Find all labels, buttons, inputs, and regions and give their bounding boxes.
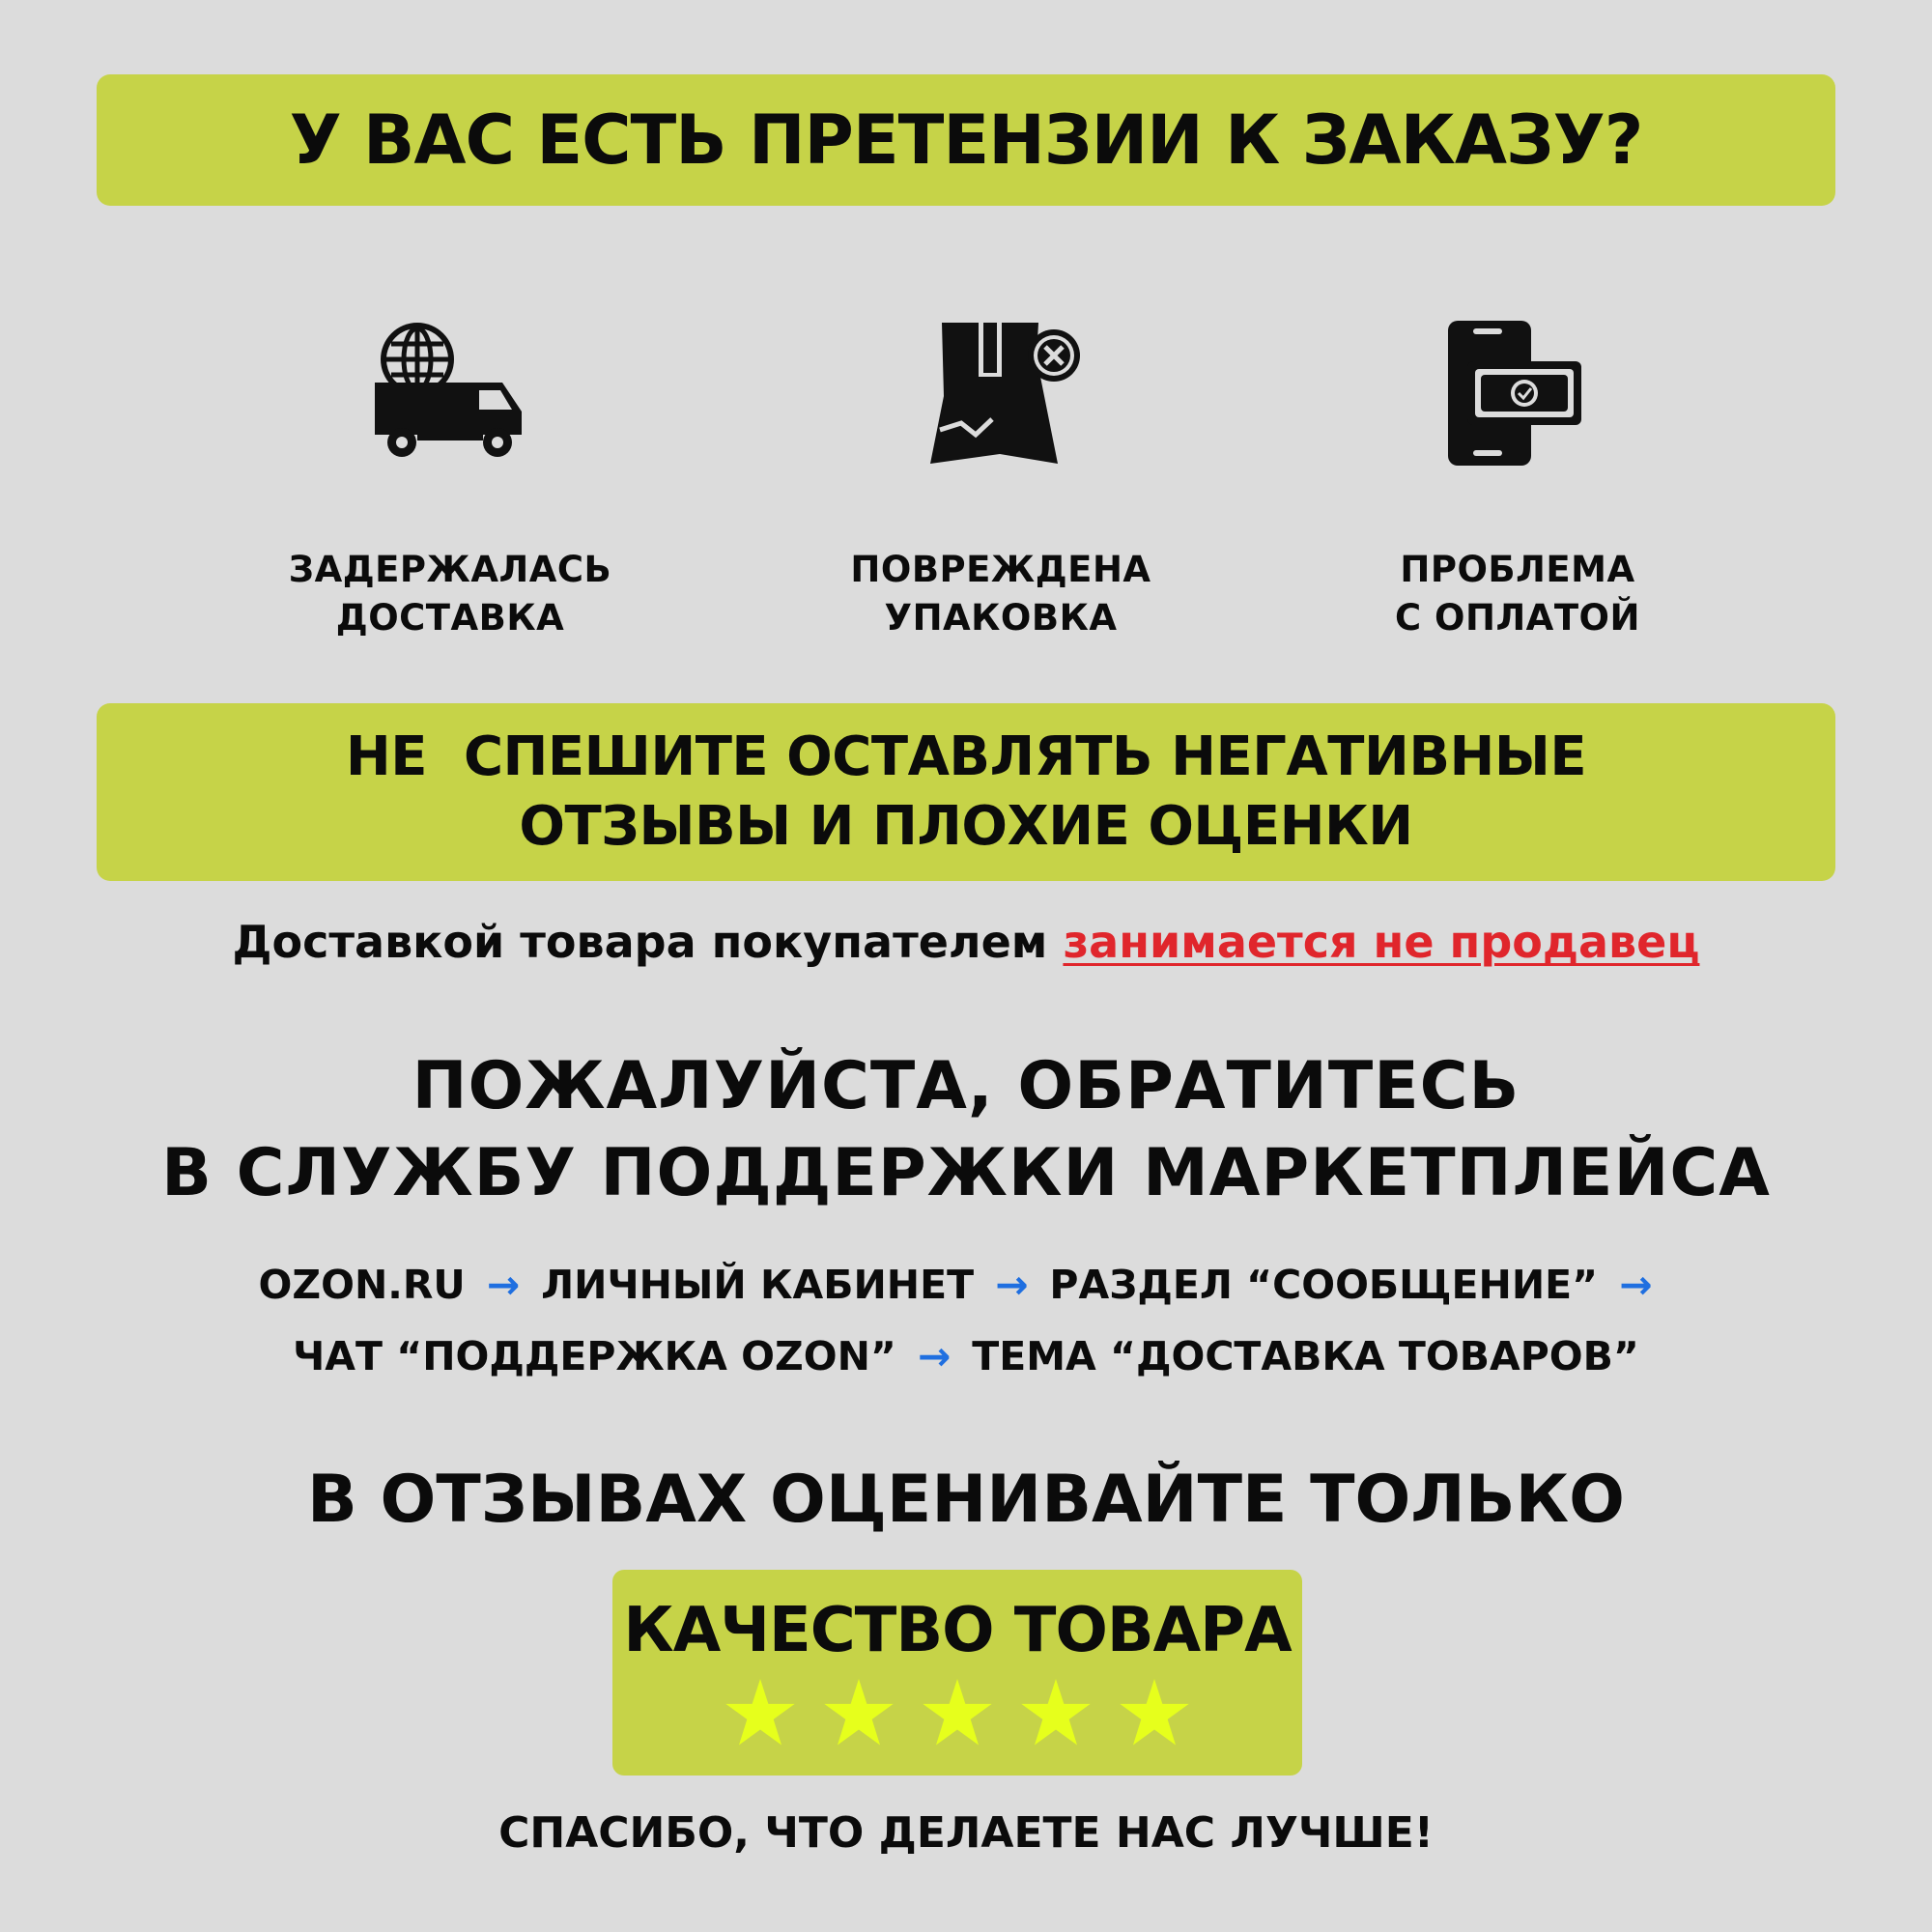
star-icon (921, 1676, 994, 1749)
issue-label-line: С ОПЛАТОЙ (1395, 597, 1640, 639)
star-rating (612, 1676, 1302, 1749)
thanks-message: СПАСИБО, ЧТО ДЕЛАЕТЕ НАС ЛУЧШЕ! (498, 1808, 1434, 1858)
path-step: ТЕМА “ДОСТАВКА ТОВАРОВ” (972, 1333, 1639, 1379)
issue-label-line: ПОВРЕЖДЕНА (850, 549, 1151, 590)
damaged-box-icon (923, 319, 1087, 469)
issue-label-line: УПАКОВКА (884, 597, 1118, 639)
delivery-note-text: Доставкой товара покупателем (232, 916, 1064, 968)
star-icon (1019, 1676, 1093, 1749)
delivery-note-highlight: занимается не продавец (1063, 916, 1700, 968)
arrow-right-icon: → (1619, 1262, 1653, 1308)
warning-banner (97, 703, 1835, 881)
warning-banner-line: НЕ СПЕШИТЕ ОСТАВЛЯТЬ НЕГАТИВНЫЕ (345, 725, 1587, 788)
arrow-right-icon: → (995, 1262, 1029, 1308)
delivery-note (0, 913, 1932, 971)
arrow-right-icon: → (486, 1262, 521, 1308)
top-banner (97, 74, 1835, 206)
top-banner-title: У ВАС ЕСТЬ ПРЕТЕНЗИИ К ЗАКАЗУ? (289, 100, 1643, 180)
issue-label-delivery (218, 546, 682, 642)
review-heading: В ОТЗЫВАХ ОЦЕНИВАЙТЕ ТОЛЬКО (307, 1462, 1625, 1538)
support-path-line (0, 1258, 1932, 1312)
warning-banner-line: ОТЗЫВЫ И ПЛОХИЕ ОЦЕНКИ (519, 795, 1413, 858)
support-heading-line: ПОЖАЛУЙСТА, ОБРАТИТЕСЬ (412, 1048, 1520, 1124)
star-icon (1118, 1676, 1191, 1749)
support-heading (0, 1043, 1932, 1217)
issue-label-line: ЗАДЕРЖАЛАСЬ (288, 549, 612, 590)
path-step: OZON.RU (258, 1262, 466, 1308)
support-heading-line: В СЛУЖБУ ПОДДЕРЖКИ МАРКЕТПЛЕЙСА (161, 1135, 1771, 1211)
delivery-truck-globe-icon (367, 319, 531, 469)
issue-label-line: ПРОБЛЕМА (1400, 549, 1635, 590)
issue-label-payment (1286, 546, 1749, 642)
path-step: РАЗДЕЛ “СООБЩЕНИЕ” (1049, 1262, 1599, 1308)
support-path-line (0, 1329, 1932, 1383)
issue-label-line: ДОСТАВКА (335, 597, 565, 639)
path-step: ЛИЧНЫЙ КАБИНЕТ (541, 1262, 975, 1308)
quality-title: КАЧЕСТВО ТОВАРА (623, 1595, 1292, 1666)
warning-banner-text (346, 723, 1586, 862)
path-step: ЧАТ “ПОДДЕРЖКА OZON” (293, 1333, 896, 1379)
star-icon (822, 1676, 895, 1749)
phone-payment-icon (1444, 319, 1608, 469)
quality-box (612, 1570, 1302, 1776)
arrow-right-icon: → (917, 1333, 952, 1379)
issue-label-package (769, 546, 1233, 642)
star-icon (724, 1676, 797, 1749)
